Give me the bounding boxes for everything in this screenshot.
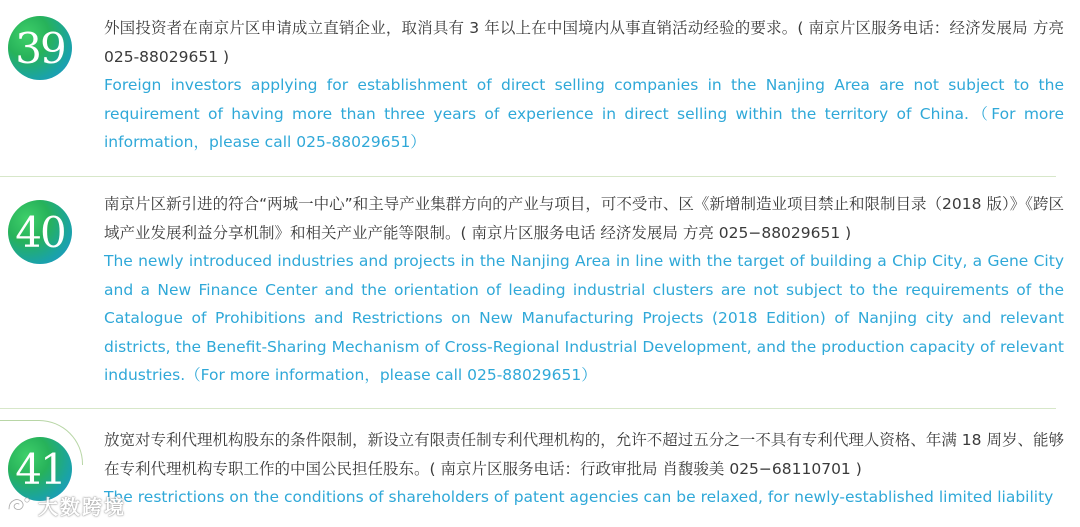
item-number: 41 [15, 445, 65, 494]
chinese-text: 南京片区新引进的符合“两城一中心”和主导产业集群方向的产业与项目，可不受市、区《新增制造业项目禁止和限制目录（2018 版）》《跨区域产业发展利益分享机制》和相关产业产能等限制。( 南京片区服务电话 经济发展局 方亮 025−88029651 ) [104, 195, 1064, 242]
english-text: The newly introduced industries and projects in the Nanjing Area in line with the target of building a Chip City, a Gene City and a New Finance Center and the orientation of leading industrial clusters are not subject to the requirements of the Catalogue of Prohibitions and Restrictions on New Manufacturing Projects (2018 Edition) of Nanjing city and relevant districts, the Benefit-Sharing Mechanism of Cross-Regional Industrial Development, and the production capacity of relevant industries.（For more information，please call 025-88029651） [104, 252, 1064, 384]
item-number: 40 [15, 208, 65, 257]
item-text-block [104, 190, 1064, 390]
number-badge [8, 16, 72, 80]
item-number: 39 [15, 24, 65, 73]
item-text-block [104, 14, 1064, 157]
english-text: Foreign investors applying for establishment of direct selling companies in the Nanjing Area are not subject to the requirement of having more than three years of experience in direct selling within the territory of China.（For more information，please call 025-88029651） [104, 76, 1064, 151]
item-text-block [104, 426, 1064, 512]
divider [0, 176, 1056, 177]
chinese-text: 外国投资者在南京片区申请成立直销企业，取消具有 3 年以上在中国境内从事直销活动经验的要求。( 南京片区服务电话：经济发展局 方亮 025-88029651 ) [104, 19, 1064, 66]
watermark-text: 大数跨境 [38, 494, 126, 519]
number-badge [8, 200, 72, 264]
divider [0, 408, 1056, 409]
english-text: The restrictions on the conditions of shareholders of patent agencies can be relaxed, for newly-established limited liability [104, 488, 1054, 506]
watermark [6, 491, 126, 519]
chinese-text: 放宽对专利代理机构股东的条件限制，新设立有限责任制专利代理机构的，允许不超过五分之一不具有专利代理人资格、年满 18 周岁、能够在专利代理机构专职工作的中国公民担任股东。( 南京片区服务电话：行政审批局 肖馥骏美 025−68110701 ) [104, 431, 1064, 478]
watermark-logo-icon [6, 494, 32, 516]
